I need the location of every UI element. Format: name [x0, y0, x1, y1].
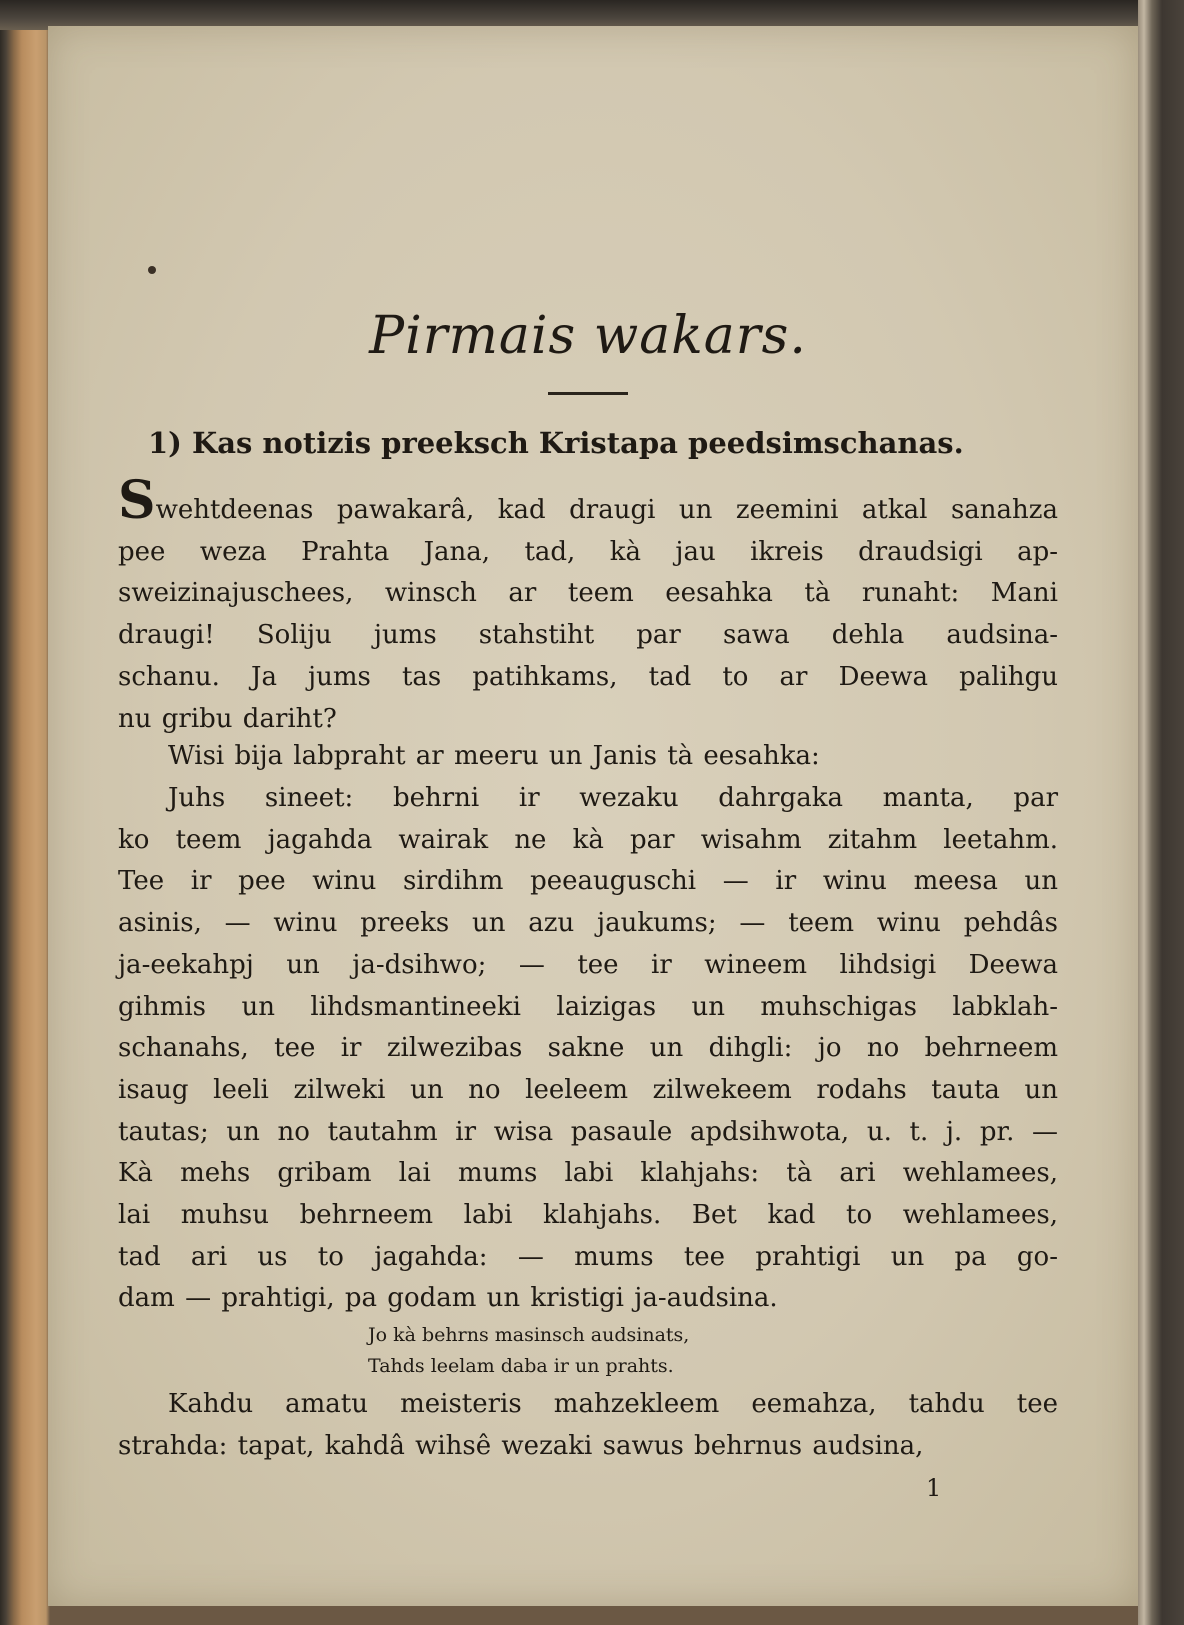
page-number: 1	[926, 1474, 942, 1502]
section-heading: 1) Kas notizis preeksch Kristapa peedsimschanas.	[148, 426, 964, 460]
text-line: schanahs, tee ir zilwezibas sakne un dihgli: jo no behrneem	[118, 1033, 1058, 1064]
text-line: ko teem jagahda wairak ne kà par wisahm zitahm leetahm.	[118, 824, 1058, 855]
paragraph-3	[118, 778, 1058, 1320]
text-line: ja-eekahpj un ja-dsihwo; — tee ir wineem lihdsigi Deewa	[118, 949, 1058, 980]
text-line: Kahdu amatu meisteris mahzekleem eemahza, tahdu tee	[168, 1389, 1058, 1419]
text-line: asinis, — winu preeks un azu jaukums; — teem winu pehdâs	[118, 908, 1058, 939]
drop-cap: S	[118, 470, 156, 531]
text-line: tautas; un no tautahm ir wisa pasaule apdsihwota, u. t. j. pr. —	[118, 1116, 1058, 1147]
text-line: Kà mehs gribam lai mums labi klahjahs: tà ari wehlamees,	[118, 1158, 1058, 1189]
text-line: tad ari us to jagahda: — mums tee prahtigi un pa go-	[118, 1241, 1058, 1272]
title-rule	[548, 392, 628, 395]
book-page	[48, 26, 1138, 1606]
book-right-edge	[1138, 0, 1184, 1625]
verse-line: Tahds leelam daba ir un prahts.	[368, 1355, 674, 1377]
text-line: nu gribu dariht?	[118, 703, 337, 734]
paragraph-4	[118, 1384, 1058, 1467]
text-line: gihmis un lihdsmantineeki laizigas un muhschigas labklah-	[118, 991, 1058, 1022]
text-line: isaug leeli zilweki un no leeleem zilwekeem rodahs tauta un	[118, 1074, 1058, 1105]
text-line: Wisi bija labpraht ar meeru un Janis tà eesahka:	[168, 741, 820, 771]
ink-spot	[148, 266, 156, 274]
paragraph-2	[168, 736, 1058, 778]
verse-quote	[368, 1320, 888, 1382]
text-line: draugi! Soliju jums stahstiht par sawa dehla audsina-	[118, 620, 1058, 651]
text-line: lai muhsu behrneem labi klahjahs. Bet kad to wehlamees,	[118, 1200, 1058, 1231]
text-line: pee weza Prahta Jana, tad, kà jau ikreis draudsigi ap-	[118, 536, 1058, 567]
text-line: Tee ir pee winu sirdihm peeauguschi — ir winu meesa un	[118, 866, 1058, 897]
verse-line: Jo kà behrns masinsch audsinats,	[368, 1324, 690, 1346]
text-line: Swehtdeenas pawakarâ, kad draugi un zeemini atkal sanahza	[118, 470, 1058, 531]
text-line: sweizinajuschees, winsch ar teem eesahka tà runaht: Mani	[118, 578, 1058, 609]
text-line: strahda: tapat, kahdâ wihsê wezaki sawus behrnus audsina,	[118, 1430, 924, 1461]
text-line: Juhs sineet: behrni ir wezaku dahrgaka manta, par	[168, 783, 1058, 813]
text-line: dam — prahtigi, pa godam un kristigi ja-audsina.	[118, 1283, 778, 1314]
chapter-title: Pirmais wakars.	[369, 306, 807, 366]
paragraph-1	[118, 470, 1058, 740]
text-line: schanu. Ja jums tas patihkams, tad to ar Deewa palihgu	[118, 661, 1058, 692]
